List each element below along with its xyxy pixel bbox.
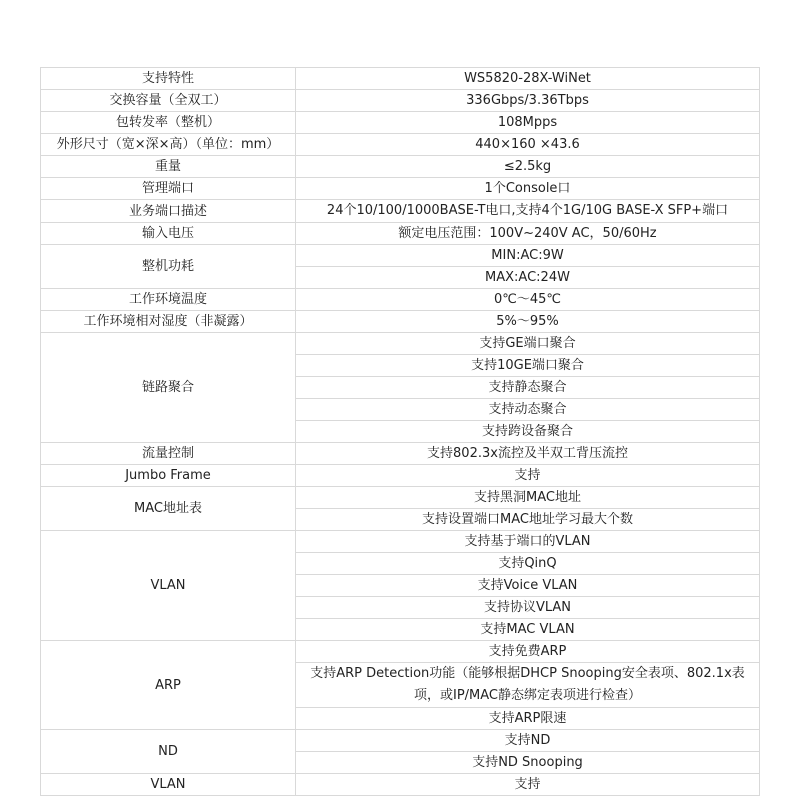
spec-label: 重量 [41, 156, 296, 178]
spec-value: 支持MAC VLAN [296, 619, 760, 641]
spec-value: WS5820-28X-WiNet [296, 68, 760, 90]
spec-value: 支持ARP Detection功能（能够根据DHCP Snooping安全表项、802.1x表项，或IP/MAC静态绑定表项进行检查） [296, 663, 760, 708]
spec-value: 支持动态聚合 [296, 399, 760, 421]
spec-value: 336Gbps/3.36Tbps [296, 90, 760, 112]
spec-label: ND [41, 730, 296, 774]
spec-value: 1个Console口 [296, 178, 760, 200]
spec-value: ≤2.5kg [296, 156, 760, 178]
table-row [41, 531, 760, 553]
spec-label: 业务端口描述 [41, 200, 296, 223]
table-row [41, 289, 760, 311]
spec-label: ARP [41, 641, 296, 730]
spec-value: 支持Voice VLAN [296, 575, 760, 597]
spec-value: 支持静态聚合 [296, 377, 760, 399]
spec-value: 支持设置端口MAC地址学习最大个数 [296, 509, 760, 531]
spec-label: VLAN [41, 774, 296, 796]
table-row [41, 641, 760, 663]
spec-label: 工作环境温度 [41, 289, 296, 311]
table-row [41, 223, 760, 245]
table-row [41, 311, 760, 333]
spec-value: 支持免费ARP [296, 641, 760, 663]
table-row [41, 90, 760, 112]
table-row [41, 134, 760, 156]
spec-label: 工作环境相对湿度（非凝露） [41, 311, 296, 333]
spec-label: 整机功耗 [41, 245, 296, 289]
spec-value: 支持ND Snooping [296, 752, 760, 774]
spec-value: 5%～95% [296, 311, 760, 333]
spec-value: 支持10GE端口聚合 [296, 355, 760, 377]
table-row [41, 178, 760, 200]
spec-label: 输入电压 [41, 223, 296, 245]
table-row [41, 730, 760, 752]
spec-label: VLAN [41, 531, 296, 641]
spec-value: 额定电压范围：100V~240V AC，50/60Hz [296, 223, 760, 245]
spec-value: 24个10/100/1000BASE-T电口,支持4个1G/10G BASE-X SFP+端口 [296, 200, 760, 223]
spec-value: 支持GE端口聚合 [296, 333, 760, 355]
table-row [41, 112, 760, 134]
spec-value: 108Mpps [296, 112, 760, 134]
spec-label: 外形尺寸（宽×深×高）（单位：mm） [41, 134, 296, 156]
spec-label: 流量控制 [41, 443, 296, 465]
spec-value: 支持跨设备聚合 [296, 421, 760, 443]
table-row [41, 465, 760, 487]
table-row [41, 443, 760, 465]
table-row [41, 68, 760, 90]
spec-value: 支持黑洞MAC地址 [296, 487, 760, 509]
table-row [41, 200, 760, 223]
table-row [41, 333, 760, 355]
spec-value: 支持协议VLAN [296, 597, 760, 619]
spec-value: 支持 [296, 465, 760, 487]
spec-label: Jumbo Frame [41, 465, 296, 487]
spec-value: 支持QinQ [296, 553, 760, 575]
spec-value: MAX:AC:24W [296, 267, 760, 289]
spec-value: 支持基于端口的VLAN [296, 531, 760, 553]
spec-value: 支持802.3x流控及半双工背压流控 [296, 443, 760, 465]
spec-value: 440×160 ×43.6 [296, 134, 760, 156]
spec-label: 支持特性 [41, 68, 296, 90]
spec-value: MIN:AC:9W [296, 245, 760, 267]
table-row [41, 245, 760, 267]
spec-label: 管理端口 [41, 178, 296, 200]
spec-label: 链路聚合 [41, 333, 296, 443]
table-row [41, 774, 760, 796]
spec-value: 支持ARP限速 [296, 708, 760, 730]
spec-label: 交换容量（全双工） [41, 90, 296, 112]
spec-table-body [41, 68, 760, 796]
spec-label: 包转发率（整机） [41, 112, 296, 134]
spec-table [40, 67, 760, 796]
spec-value: 0℃～45℃ [296, 289, 760, 311]
table-row [41, 487, 760, 509]
spec-value: 支持ND [296, 730, 760, 752]
spec-label: MAC地址表 [41, 487, 296, 531]
spec-value: 支持 [296, 774, 760, 796]
table-row [41, 156, 760, 178]
